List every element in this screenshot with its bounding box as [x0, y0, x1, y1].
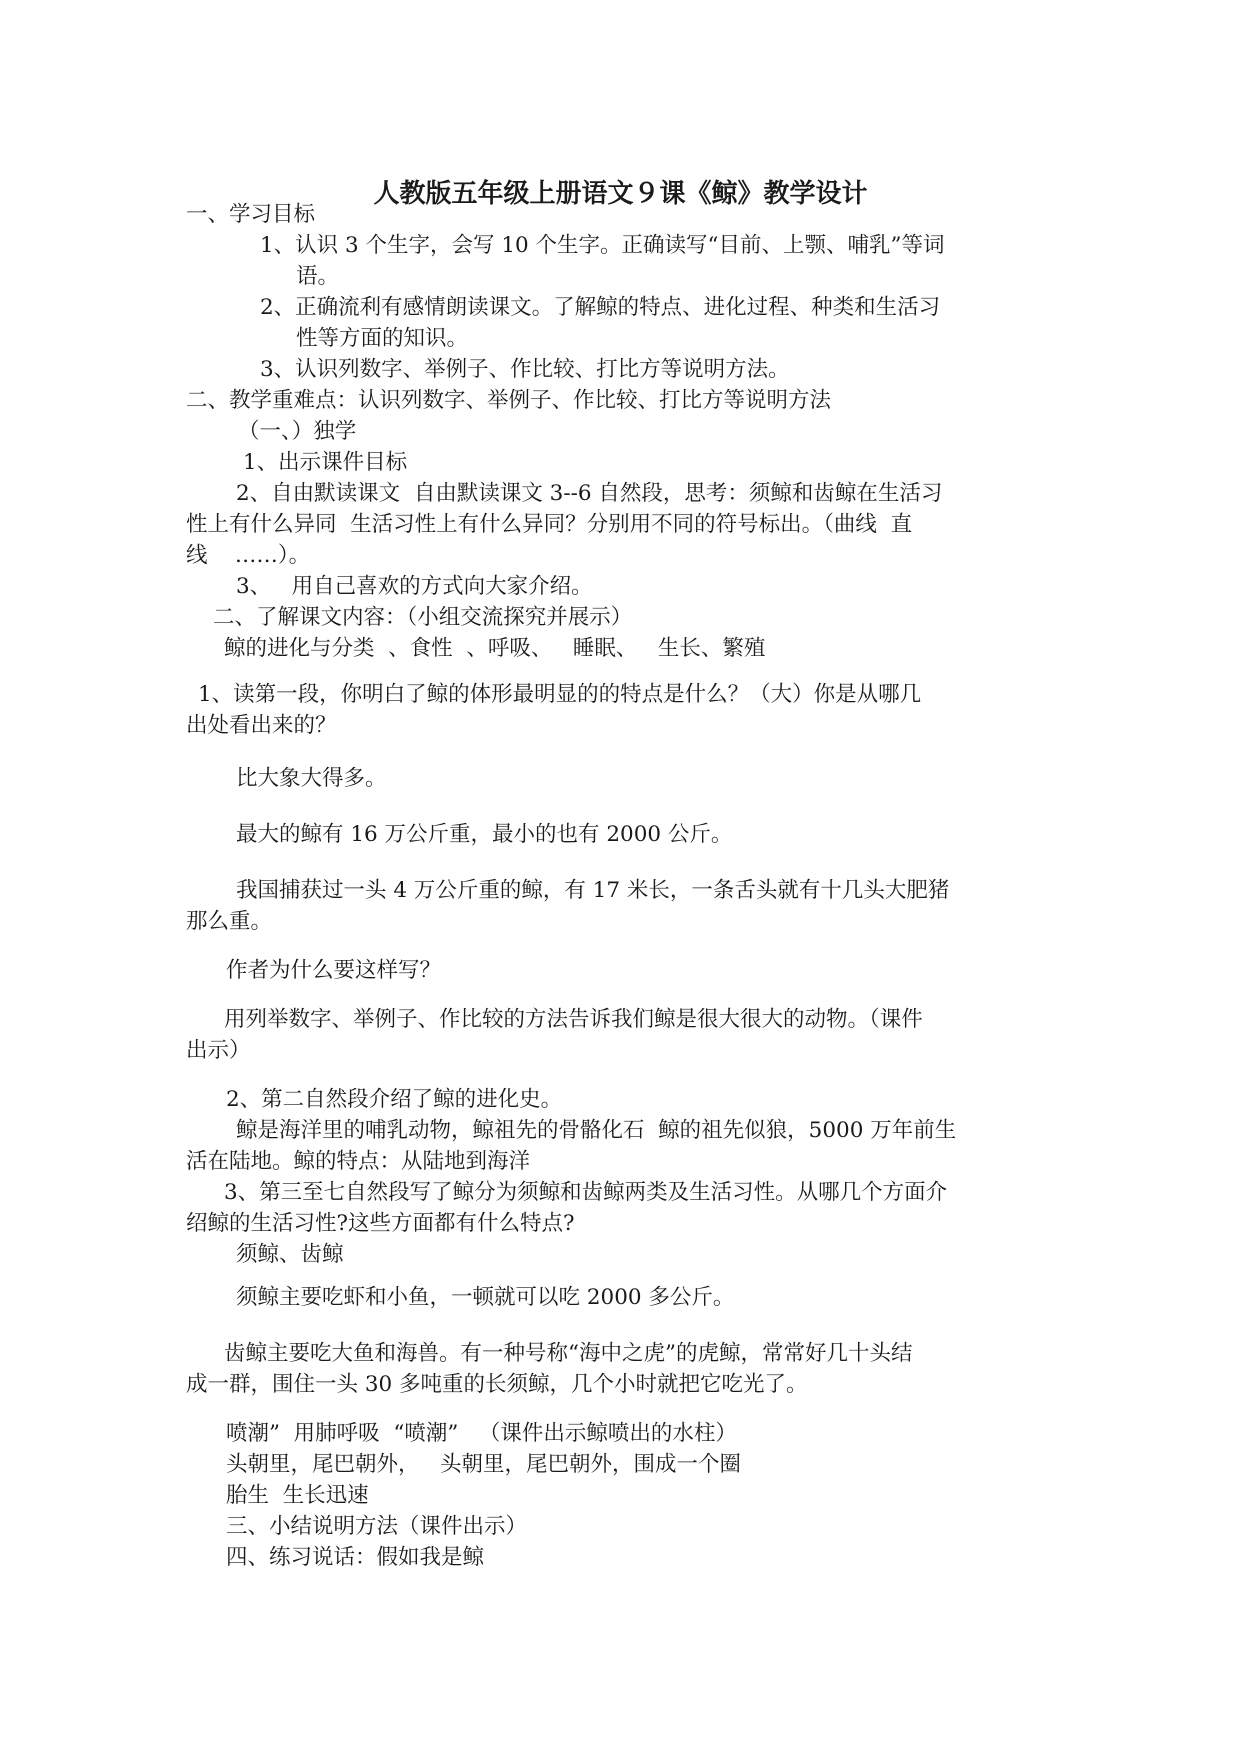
text-line: 那么重。 — [186, 909, 273, 934]
text-line: 3、认识列数字、举例子、作比较、打比方等说明方法。 — [260, 357, 790, 382]
text-line: 2、第二自然段介绍了鲸的进化史。 — [226, 1087, 563, 1112]
text-line: 出处看出来的？ — [186, 713, 337, 738]
text-line: 喷潮” 用肺呼吸 “喷潮” （课件出示鲸喷出的水柱） — [226, 1421, 737, 1446]
text-line: 鲸的进化与分类 、食性 、呼吸、 睡眠、 生长、繁殖 — [224, 636, 766, 661]
text-line: 线 ……）。 — [186, 543, 311, 568]
text-line: 头朝里，尾巴朝外， 头朝里，尾巴朝外，围成一个圈 — [226, 1452, 742, 1477]
section-heading-practice: 四、练习说话：假如我是鲸 — [226, 1545, 485, 1570]
section-heading-summary: 三、小结说明方法（课件出示） — [226, 1514, 528, 1539]
text-line: 2、自由默读课文 自由默读课文 3--6 自然段，思考：须鲸和齿鲸在生活习 — [236, 481, 943, 506]
text-line: 用列举数字、举例子、作比较的方法告诉我们鲸是很大很大的动物。（课件 — [224, 1007, 923, 1032]
text-line: 齿鲸主要吃大鱼和海兽。有一种号称“海中之虎”的虎鲸，常常好几十头结 — [224, 1341, 913, 1366]
text-line: 性上有什么异同 生活习性上有什么异同？分别用不同的符号标出。（曲线 直 — [186, 512, 913, 537]
text-line: 3、第三至七自然段写了鲸分为须鲸和齿鲸两类及生活习性。从哪几个方面介 — [224, 1180, 948, 1205]
section-heading-key-points: 二、教学重难点：认识列数字、举例子、作比较、打比方等说明方法 — [186, 388, 832, 413]
text-line: 1、出示课件目标 — [243, 450, 408, 475]
text-line: 比大象大得多。 — [236, 766, 387, 791]
text-line: 2、正确流利有感情朗读课文。了解鲸的特点、进化过程、种类和生活习 — [260, 295, 941, 320]
text-line: 1、认识 3 个生字，会写 10 个生字。正确读写“目前、上颚、哺乳”等词 — [260, 233, 945, 258]
text-line: 3、 用自己喜欢的方式向大家介绍。 — [236, 574, 593, 599]
text-line: 出示） — [186, 1038, 251, 1063]
text-line: 1、读第一段，你明白了鲸的体形最明显的的特点是什么？（大）你是从哪几 — [198, 682, 922, 707]
text-line: 性等方面的知识。 — [296, 326, 469, 351]
text-line: 绍鲸的生活习性?这些方面都有什么特点? — [186, 1211, 575, 1236]
text-line: 作者为什么要这样写？ — [226, 958, 442, 983]
text-line: 鲸是海洋里的哺乳动物，鲸祖先的骨骼化石 鲸的祖先似狼，5000 万年前生 — [236, 1118, 957, 1143]
text-line: 须鲸主要吃虾和小鱼，一顿就可以吃 2000 多公斤。 — [236, 1285, 735, 1310]
text-line: （一、）独学 — [238, 419, 357, 444]
text-line: 胎生 生长迅速 — [226, 1483, 369, 1508]
text-line: 成一群，围住一头 30 多吨重的长须鲸，几个小时就把它吃光了。 — [186, 1372, 808, 1397]
section-heading-content: 二、了解课文内容：（小组交流探究并展示） — [213, 605, 633, 630]
text-line: 最大的鲸有 16 万公斤重，最小的也有 2000 公斤。 — [236, 822, 733, 847]
text-line: 我国捕获过一头 4 万公斤重的鲸，有 17 米长，一条舌头就有十几头大肥猪 — [236, 878, 950, 903]
text-line: 活在陆地。鲸的特点：从陆地到海洋 — [186, 1149, 531, 1174]
section-heading-objectives: 一、学习目标 — [186, 202, 316, 227]
document-title: 人教版五年级上册语文９课《鲸》教学设计 — [373, 179, 868, 209]
text-line: 语。 — [296, 264, 340, 289]
text-line: 须鲸、齿鲸 — [236, 1242, 344, 1267]
